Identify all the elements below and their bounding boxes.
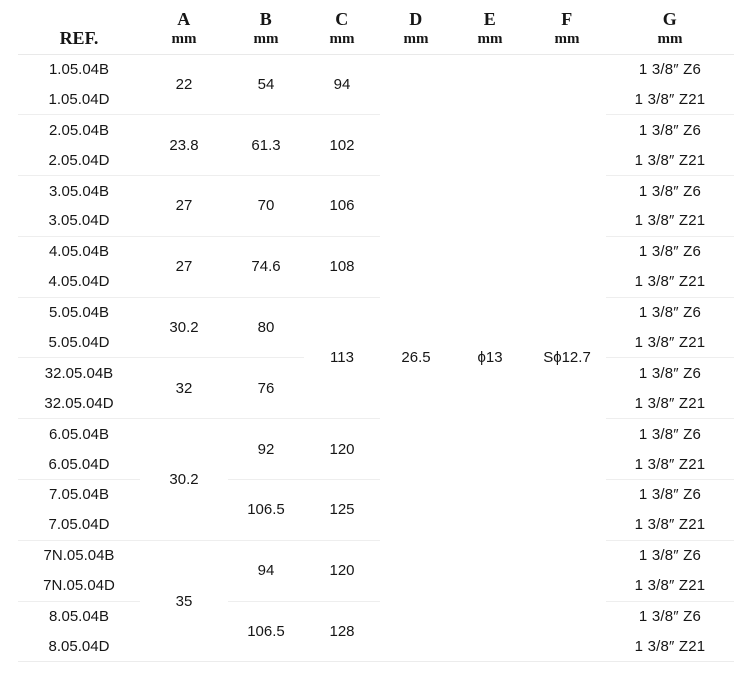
table-row [18,236,734,266]
ref-cell: 8.05.04D [48,637,110,655]
dimension-cell-a: 30.2 [140,297,228,358]
ref-cell: 1.05.04B [48,60,110,78]
column-header-b [228,3,304,54]
column-unit-a: mm [171,30,197,47]
ref-cell: 6.05.04D [48,455,110,473]
column-letter-a: A [177,8,191,29]
ref-column-label: REF. [59,27,99,48]
column-header-ref [18,3,140,54]
dimension-cell-c: 125 [304,479,380,540]
ref-cell: 3.05.04D [48,212,110,230]
dimension-cell-g: 1 3/8″ Z21 [634,151,706,169]
table-row [18,540,734,570]
dimension-cell-b: 94 [228,540,304,601]
dimension-cell-b: 92 [228,419,304,480]
dimension-cell-g: 1 3/8″ Z6 [638,60,702,78]
dimension-cell-c: 120 [304,419,380,480]
dimension-cell-g: 1 3/8″ Z6 [606,236,734,266]
dimension-cell-g: 1 3/8″ Z21 [634,333,706,351]
dimension-cell-c: 108 [304,236,380,297]
dimension-cell-c: 94 [333,75,351,93]
column-unit-g: mm [657,30,683,47]
dimension-cell-a: 27 [140,236,228,297]
dimension-cell-g: 1 3/8″ Z21 [634,394,706,412]
column-header-a [140,3,228,54]
column-letter-d: D [409,8,423,29]
dimension-cell-c: 128 [304,601,380,662]
column-letter-c: C [335,8,349,29]
ref-cell: 6.05.04B [18,419,140,449]
table-row [18,176,734,206]
dimension-cell-a: 22 [175,75,193,93]
table-header [18,3,734,54]
dimension-cell-g: 1 3/8″ Z21 [634,577,706,595]
table-body [18,54,734,662]
column-letter-f: F [561,8,573,29]
ref-cell: 4.05.04D [48,273,110,291]
dimension-cell-g: 1 3/8″ Z6 [606,176,734,206]
ref-cell: 2.05.04B [18,115,140,145]
dimension-cell-g: 1 3/8″ Z6 [606,540,734,570]
dimension-cell-g: 1 3/8″ Z6 [606,419,734,449]
column-unit-e: mm [477,30,503,47]
table-row [18,297,734,327]
dimension-cell-g: 1 3/8″ Z21 [634,212,706,230]
table-row [18,601,734,631]
column-unit-d: mm [403,30,429,47]
header-row [18,3,734,54]
table-row [18,479,734,509]
dimension-cell-a: 30.2 [140,419,228,541]
ref-cell: 32.05.04D [44,394,114,412]
column-letter-b: B [259,8,273,29]
ref-cell: 2.05.04D [48,151,110,169]
dimension-cell-c: 120 [304,540,380,601]
ref-cell: 1.05.04D [48,90,110,108]
column-unit-b: mm [253,30,279,47]
dimension-cell-b: 106.5 [228,479,304,540]
ref-cell: 7N.05.04D [43,577,115,595]
dimension-cell-b: 70 [228,176,304,237]
column-letter-g: G [662,8,678,29]
dimension-cell-g: 1 3/8″ Z6 [606,115,734,145]
dimension-cell-g: 1 3/8″ Z6 [606,479,734,509]
dimension-cell-g: 1 3/8″ Z6 [606,358,734,388]
dimension-cell-b: 74.6 [228,236,304,297]
dimension-cell-g: 1 3/8″ Z21 [634,90,706,108]
ref-cell: 5.05.04D [48,333,110,351]
column-letter-e: E [483,8,497,29]
ref-cell: 5.05.04B [18,297,140,327]
dimension-cell-c: 106 [304,176,380,237]
dimension-cell-a: 35 [140,540,228,662]
ref-cell: 7.05.04D [48,516,110,534]
dimension-cell-b: 76 [228,358,304,419]
dimension-cell-b: 54 [257,75,275,93]
column-header-g [606,3,734,54]
ref-cell: 3.05.04B [18,176,140,206]
ref-cell: 32.05.04B [18,358,140,388]
table-row [18,419,734,449]
dimension-cell-a: 23.8 [140,115,228,176]
dimension-cell-c: 102 [304,115,380,176]
column-unit-c: mm [329,30,355,47]
dimension-cell-b: 106.5 [228,601,304,662]
dimension-cell-e: ϕ13 [477,349,503,367]
ref-cell: 7N.05.04B [18,540,140,570]
ref-cell: 8.05.04B [18,601,140,631]
dimension-cell-g: 1 3/8″ Z6 [606,601,734,631]
dimension-cell-g: 1 3/8″ Z21 [634,637,706,655]
dimension-cell-f: Sϕ12.7 [543,349,591,367]
column-header-f [528,3,606,54]
table-row [18,115,734,145]
dimension-cell-b: 61.3 [228,115,304,176]
dimension-cell-b: 80 [228,297,304,358]
table-row [18,54,734,84]
column-header-c [304,3,380,54]
ref-cell: 4.05.04B [18,236,140,266]
dimension-cell-a: 27 [140,176,228,237]
spec-table [18,3,734,662]
dimension-cell-g: 1 3/8″ Z6 [606,297,734,327]
column-header-d [380,3,452,54]
dimension-cell-a: 32 [140,358,228,419]
dimension-cell-d: 26.5 [401,349,431,367]
column-header-e [452,3,528,54]
ref-cell: 7.05.04B [18,479,140,509]
dimension-cell-g: 1 3/8″ Z21 [634,516,706,534]
dimension-cell-g: 1 3/8″ Z21 [634,455,706,473]
dimension-cell-g: 1 3/8″ Z21 [634,273,706,291]
column-unit-f: mm [554,30,580,47]
dimension-cell-c: 113 [304,297,380,419]
